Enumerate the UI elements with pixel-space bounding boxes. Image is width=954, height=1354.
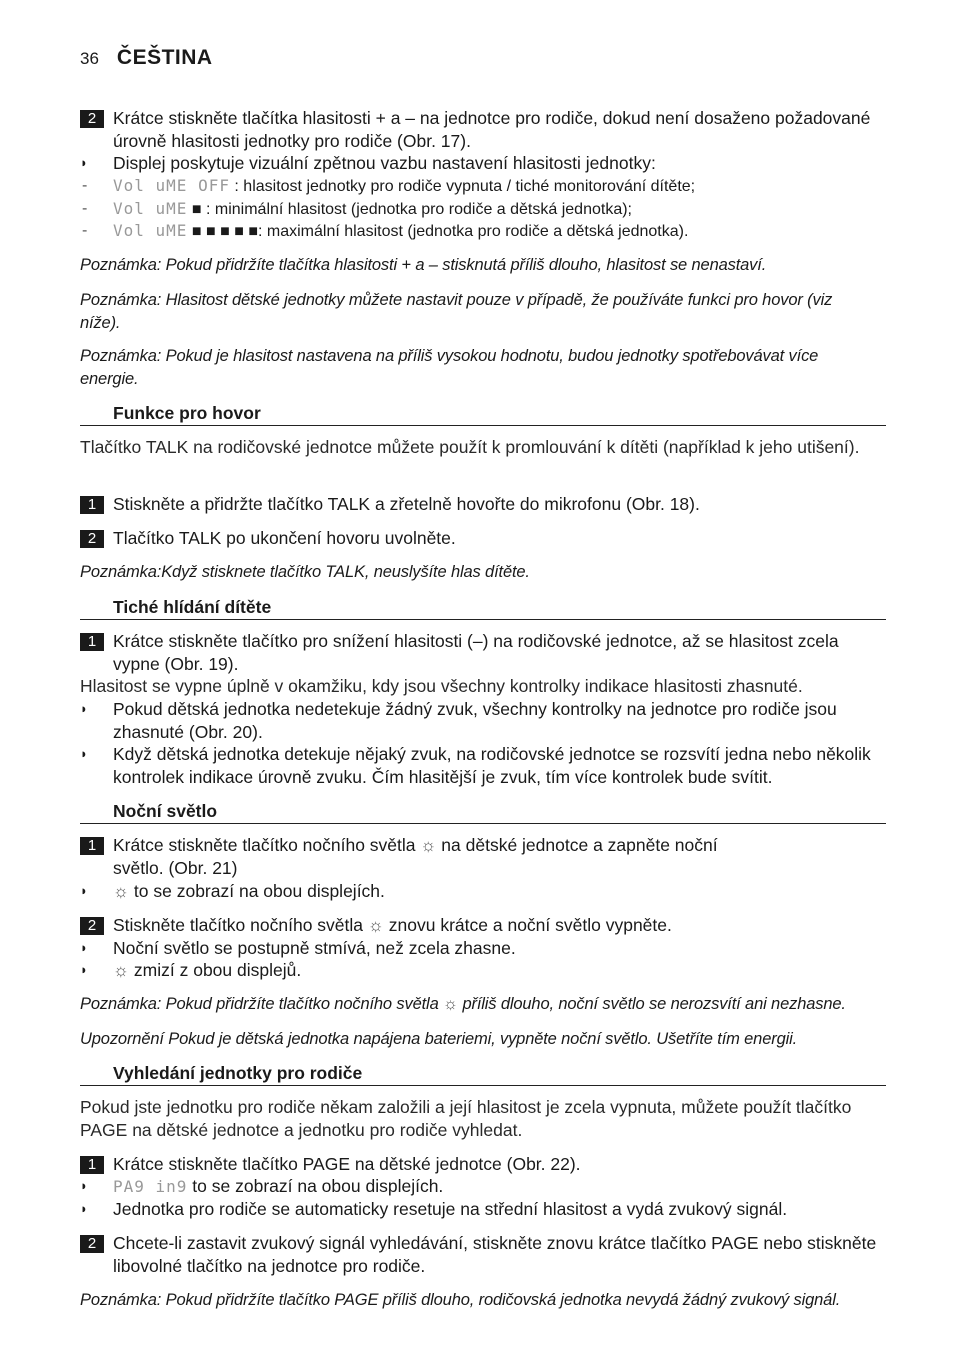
bullet-marker: ◗	[80, 155, 88, 170]
section-heading-silent	[80, 595, 886, 620]
note-text: Poznámka: Pokud přidržíte tlačítko nočního světla	[80, 995, 444, 1013]
night-light-icon: ☼	[113, 960, 130, 980]
section-title: Noční světlo	[113, 801, 218, 821]
bullet-marker: ◗	[80, 701, 88, 716]
section-heading-night-light	[80, 799, 886, 824]
step-text: Tlačítko TALK po ukončení hovoru uvolněte.	[113, 528, 456, 548]
note-page-hold: Poznámka: Pokud přidržíte tlačítko PAGE příliš dlouho, rodičovská jednotka nevydá žádný zvukový signál.	[80, 1291, 841, 1309]
dash-text: ■ : minimální hlasitost (jednotka pro rodiče a dětská jednotka);	[187, 201, 632, 218]
lcd-text: PA9 in9	[113, 1177, 188, 1196]
night-light-icon: ☼	[367, 915, 384, 935]
lcd-text: Vol uME	[113, 199, 188, 218]
note-high-volume: Poznámka: Pokud je hlasitost nastavena na příliš vysokou hodnotu, budou jednotky spotřebovávat více energie.	[80, 347, 819, 388]
step-number-badge: 2	[80, 530, 104, 548]
note-child-volume: Poznámka: Hlasitost dětské jednotky můžete nastavit pouze v případě, že používáte funkci pro hovor (viz níže).	[80, 291, 833, 332]
step-text: znovu krátce a noční světlo vypněte.	[383, 915, 672, 935]
step-number-badge: 1	[80, 1156, 104, 1174]
step-1-night-light	[80, 834, 886, 880]
bullet-marker: ◗	[80, 1201, 88, 1216]
step-text: Krátce stiskněte tlačítko PAGE na dětské jednotce (Obr. 22).	[113, 1154, 581, 1174]
page-number: 36	[80, 49, 99, 68]
lcd-text: Vol uME	[113, 221, 188, 240]
bullet-marker: ◗	[80, 883, 88, 898]
night-light-icon: ☼	[443, 995, 459, 1013]
section-heading-page	[80, 1061, 886, 1086]
silent-plain-text: Hlasitost se vypne úplně v okamžiku, kdy jsou všechny kontrolky indikace hlasitosti zhasnuté.	[80, 676, 803, 696]
note-talk: Poznámka:Když stisknete tlačítko TALK, neuslyšíte hlas dítěte.	[80, 563, 530, 581]
step-number-badge: 1	[80, 837, 104, 855]
step-text: Krátce stiskněte tlačítko pro snížení hlasitosti (–) na rodičovské jednotce, až se hlasitost zcela vypne (Obr. 19).	[113, 631, 839, 674]
night-light-icon: ☼	[420, 835, 437, 855]
talk-intro: Tlačítko TALK na rodičovské jednotce můžete použít k promlouvání k dítěti (například k jeho utišení).	[80, 437, 860, 457]
note-text: příliš dlouho, noční světlo se nerozsvítí ani nezhasne.	[458, 995, 846, 1013]
bullet-text: Noční světlo se postupně stmívá, než zcela zhasne.	[113, 938, 516, 958]
step-text: Chcete-li zastavit zvukový signál vyhledávání, stiskněte znovu krátce tlačítko PAGE nebo stiskněte libovolné tlačítko na jednotce pro rodiče.	[113, 1233, 877, 1276]
bullet-text: zmizí z obou displejů.	[129, 960, 302, 980]
bullet-marker: ◗	[80, 746, 88, 761]
language-heading: ČEŠTINA	[116, 46, 213, 69]
bullet-text: Pokud dětská jednotka nedetekuje žádný zvuk, všechny kontrolky na jednotce pro rodiče jsou zhasnuté (Obr. 20).	[113, 699, 837, 742]
bullet-text: Jednotka pro rodiče se automaticky resetuje na střední hlasitost a vydá zvukový signál.	[113, 1199, 788, 1219]
bullet-marker: ◗	[80, 1178, 88, 1193]
dash-marker: -	[82, 200, 88, 217]
step-number-badge: 1	[80, 633, 104, 651]
night-light-icon: ☼	[113, 881, 130, 901]
bullet-text: to se zobrazí na obou displejích.	[129, 881, 385, 901]
dash-marker: -	[82, 177, 88, 194]
lcd-text: Vol uME OFF	[113, 176, 230, 195]
note-night-light-hold	[80, 993, 870, 1016]
warning-battery: Upozornění Pokud je dětská jednotka napájena bateriemi, vypněte noční světlo. Ušetříte tím energii.	[80, 1030, 798, 1048]
step-number-badge: 2	[80, 917, 104, 935]
step-2-volume	[80, 107, 886, 153]
bullet-marker: ◗	[80, 940, 88, 955]
section-title: Funkce pro hovor	[113, 403, 261, 423]
bullet-text: to se zobrazí na obou displejích.	[187, 1176, 444, 1196]
step-text: Krátce stiskněte tlačítka hlasitosti + a – na jednotce pro rodiče, dokud není dosaženo požadované úrovně hlasitosti jednotky pro rodiče (Obr. 17).	[113, 108, 871, 151]
dash-text: : hlasitost jednotky pro rodiče vypnuta / tiché monitorování dítěte;	[229, 178, 696, 195]
section-heading-talk	[80, 401, 886, 426]
step-number-badge: 2	[80, 1235, 104, 1253]
step-number-badge: 2	[80, 110, 104, 128]
dash-text: ■ ■ ■ ■ ■: maximální hlasitost (jednotka pro rodiče a dětská jednotka).	[187, 223, 689, 240]
bullet-marker: ◗	[80, 962, 88, 977]
bullet-text: Displej poskytuje vizuální zpětnou vazbu nastavení hlasitosti jednotky:	[113, 153, 656, 173]
page-intro: Pokud jste jednotku pro rodiče někam založili a její hlasitost je zcela vypnuta, můžete použít tlačítko PAGE na dětské jednotce a jednotku pro rodiče vyhledat.	[80, 1097, 852, 1140]
dash-marker: -	[82, 222, 88, 239]
step-text: Stiskněte a přidržte tlačítko TALK a zřetelně hovořte do mikrofonu (Obr. 18).	[113, 494, 700, 514]
note-volume-hold: Poznámka: Pokud přidržíte tlačítka hlasitosti + a – stisknutá příliš dlouho, hlasitost se nenastaví.	[80, 256, 767, 274]
step-text: na dětské jednotce a zapněte noční	[436, 835, 718, 855]
step-number-badge: 1	[80, 496, 104, 514]
step-text: světlo. (Obr. 21)	[113, 857, 238, 878]
step-text: Stiskněte tlačítko nočního světla	[113, 915, 368, 935]
page-header	[80, 46, 213, 70]
bullet-text: Když dětská jednotka detekuje nějaký zvuk, na rodičovské jednotce se rozsvítí jedna nebo několik kontrolek indikace úrovně zvuku. Čím hlasitější je zvuk, tím více kontrolek bude svítit.	[113, 744, 871, 787]
step-text: Krátce stiskněte tlačítko nočního světla	[113, 835, 421, 855]
section-title: Vyhledání jednotky pro rodiče	[113, 1063, 363, 1083]
section-title: Tiché hlídání dítěte	[113, 597, 272, 617]
